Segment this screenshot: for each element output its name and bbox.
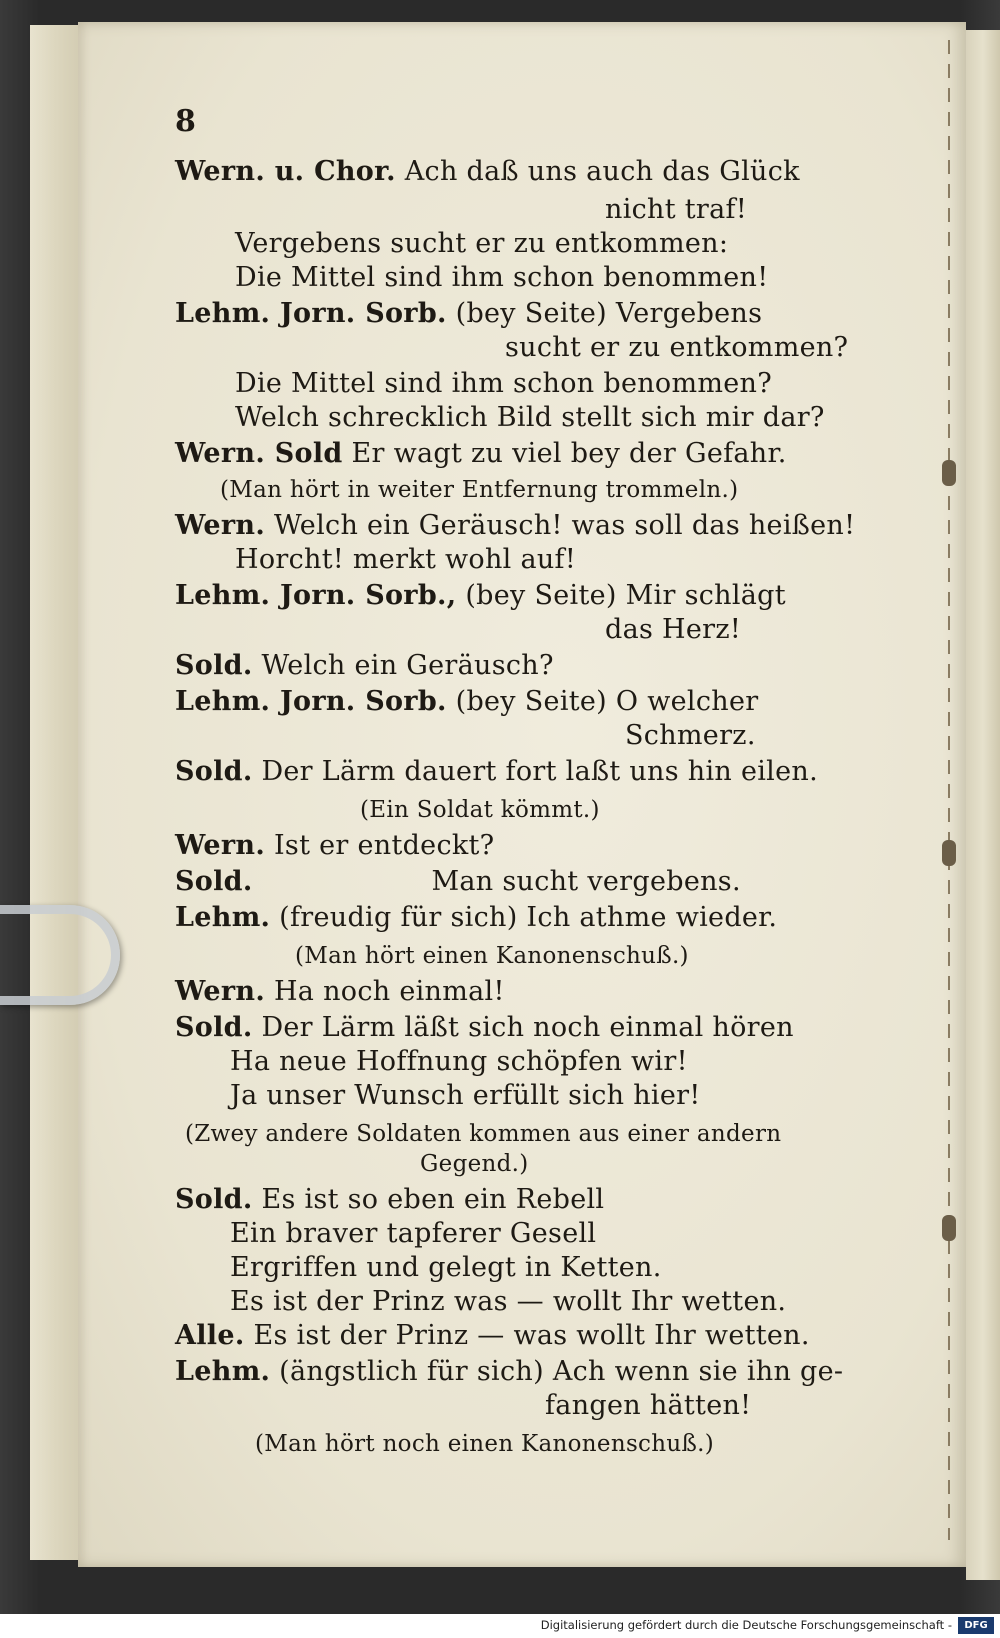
line-text: Der Lärm läßt sich noch einmal hören — [261, 1012, 794, 1043]
text-line — [235, 227, 728, 261]
binding-stitch — [942, 460, 956, 486]
line-text: Ein braver tapferer Gesell — [230, 1218, 597, 1249]
text-line — [175, 755, 818, 789]
speaker-label: Lehm. Jorn. Sorb. — [175, 298, 447, 329]
binding-stitch — [942, 840, 956, 866]
line-text: Es ist so eben ein Rebell — [261, 1184, 605, 1215]
text-line — [230, 1079, 701, 1113]
line-text: Es ist der Prinz — was wollt Ihr wetten. — [253, 1320, 810, 1351]
text-line — [235, 261, 768, 295]
text-line — [175, 901, 777, 935]
binding-stitch — [942, 1215, 956, 1241]
text-line — [175, 865, 741, 899]
text-line — [175, 649, 554, 683]
speaker-label: Wern. Sold — [175, 438, 343, 469]
speaker-label: Lehm. Jorn. Sorb., — [175, 580, 457, 611]
speaker-label: Wern. — [175, 976, 266, 1007]
line-text: (Zwey andere Soldaten kommen aus einer andern — [185, 1121, 782, 1147]
text-line — [175, 509, 855, 543]
text-line — [235, 367, 772, 401]
right-page-edge — [966, 30, 1000, 1580]
line-text: (bey Seite) Mir schlägt — [465, 580, 786, 611]
line-text: Gegend.) — [420, 1151, 529, 1177]
stage-direction — [220, 473, 738, 507]
line-text: Welch ein Geräusch? — [261, 650, 554, 681]
line-text: Er wagt zu viel bey der Gefahr. — [351, 438, 787, 469]
speaker-label: Sold. — [175, 1184, 253, 1215]
speaker-label: Sold. — [175, 756, 253, 787]
speaker-label: Sold. — [175, 1012, 253, 1043]
stage-direction — [185, 1117, 781, 1151]
stage-direction — [420, 1147, 529, 1181]
line-text: Ja unser Wunsch erfüllt sich hier! — [230, 1080, 701, 1111]
line-text: sucht er zu entkommen? — [505, 332, 849, 363]
text-line — [175, 579, 786, 613]
line-text: (Man hört noch einen Kanonenschuß.) — [255, 1431, 714, 1457]
line-text: Man sucht vergebens. — [431, 866, 741, 897]
speaker-label: Lehm. — [175, 1356, 271, 1387]
text-line — [230, 1251, 662, 1285]
text-line — [175, 1319, 810, 1353]
text-line — [175, 829, 494, 863]
line-text: (bey Seite) Vergebens — [455, 298, 763, 329]
text-line — [175, 437, 787, 471]
text-line — [505, 331, 848, 365]
line-text: (Ein Soldat kömmt.) — [360, 797, 600, 823]
text-line — [175, 685, 758, 719]
page-clip — [0, 905, 120, 1005]
speaker-label: Sold. — [175, 650, 253, 681]
text-line — [235, 543, 576, 577]
text-line — [230, 1217, 596, 1251]
line-text: (Man hört in weiter Entfernung trommeln.) — [220, 477, 739, 503]
text-line — [175, 1355, 843, 1389]
speaker-label: Lehm. — [175, 902, 271, 933]
line-text: Horcht! merkt wohl auf! — [235, 544, 576, 575]
line-text: fangen hätten! — [545, 1390, 752, 1421]
text-line — [230, 1045, 688, 1079]
line-text: Welch schrecklich Bild stellt sich mir dar? — [235, 402, 825, 433]
text-line — [175, 975, 505, 1009]
text-line — [235, 401, 825, 435]
line-text: Ist er entdeckt? — [273, 830, 495, 861]
text-line — [605, 613, 741, 647]
line-text: (bey Seite) O welcher — [455, 686, 759, 717]
speaker-label: Wern. u. Chor. — [175, 156, 396, 187]
line-text: Die Mittel sind ihm schon benommen? — [235, 368, 773, 399]
line-text: Schmerz. — [625, 720, 756, 751]
page-number: 8 — [175, 104, 197, 139]
line-text: das Herz! — [605, 614, 742, 645]
text-line — [175, 155, 800, 189]
text-line — [175, 1183, 604, 1217]
speaker-label: Lehm. Jorn. Sorb. — [175, 686, 447, 717]
line-text: (freudig für sich) Ich athme wieder. — [279, 902, 778, 933]
line-text: Ha neue Hoffnung schöpfen wir! — [230, 1046, 688, 1077]
footer-bar — [0, 1614, 1000, 1638]
text-line — [605, 193, 747, 227]
line-text: Es ist der Prinz was — wollt Ihr wetten. — [230, 1286, 787, 1317]
line-text: Welch ein Geräusch! was soll das heißen! — [273, 510, 856, 541]
line-text: Vergebens sucht er zu entkommen: — [235, 228, 729, 259]
line-text: (ängstlich für sich) Ach wenn sie ihn ge- — [279, 1356, 844, 1387]
text-line — [230, 1285, 786, 1319]
line-text: Der Lärm dauert fort laßt uns hin eilen. — [261, 756, 818, 787]
speaker-label: Alle. — [175, 1320, 245, 1351]
binding-thread — [948, 40, 950, 1540]
footer-credit: Digitalisierung gefördert durch die Deutsche Forschungsgemeinschaft - — [540, 1618, 952, 1632]
line-text: Ach daß uns auch das Glück — [404, 156, 800, 187]
line-text: Die Mittel sind ihm schon benommen! — [235, 262, 769, 293]
speaker-label: Sold. — [175, 866, 253, 897]
line-text: Ha noch einmal! — [273, 976, 505, 1007]
dfg-logo: DFG — [958, 1617, 994, 1634]
stage-direction — [295, 939, 689, 973]
text-line — [625, 719, 756, 753]
text-line — [175, 297, 762, 331]
speaker-label: Wern. — [175, 830, 266, 861]
speaker-label: Wern. — [175, 510, 266, 541]
line-text: nicht traf! — [605, 194, 747, 225]
text-line — [545, 1389, 751, 1423]
line-text: Ergriffen und gelegt in Ketten. — [230, 1252, 662, 1283]
stage-direction — [255, 1427, 714, 1461]
text-line — [175, 1011, 794, 1045]
stage-direction — [360, 793, 600, 827]
line-text: (Man hört einen Kanonenschuß.) — [295, 943, 689, 969]
